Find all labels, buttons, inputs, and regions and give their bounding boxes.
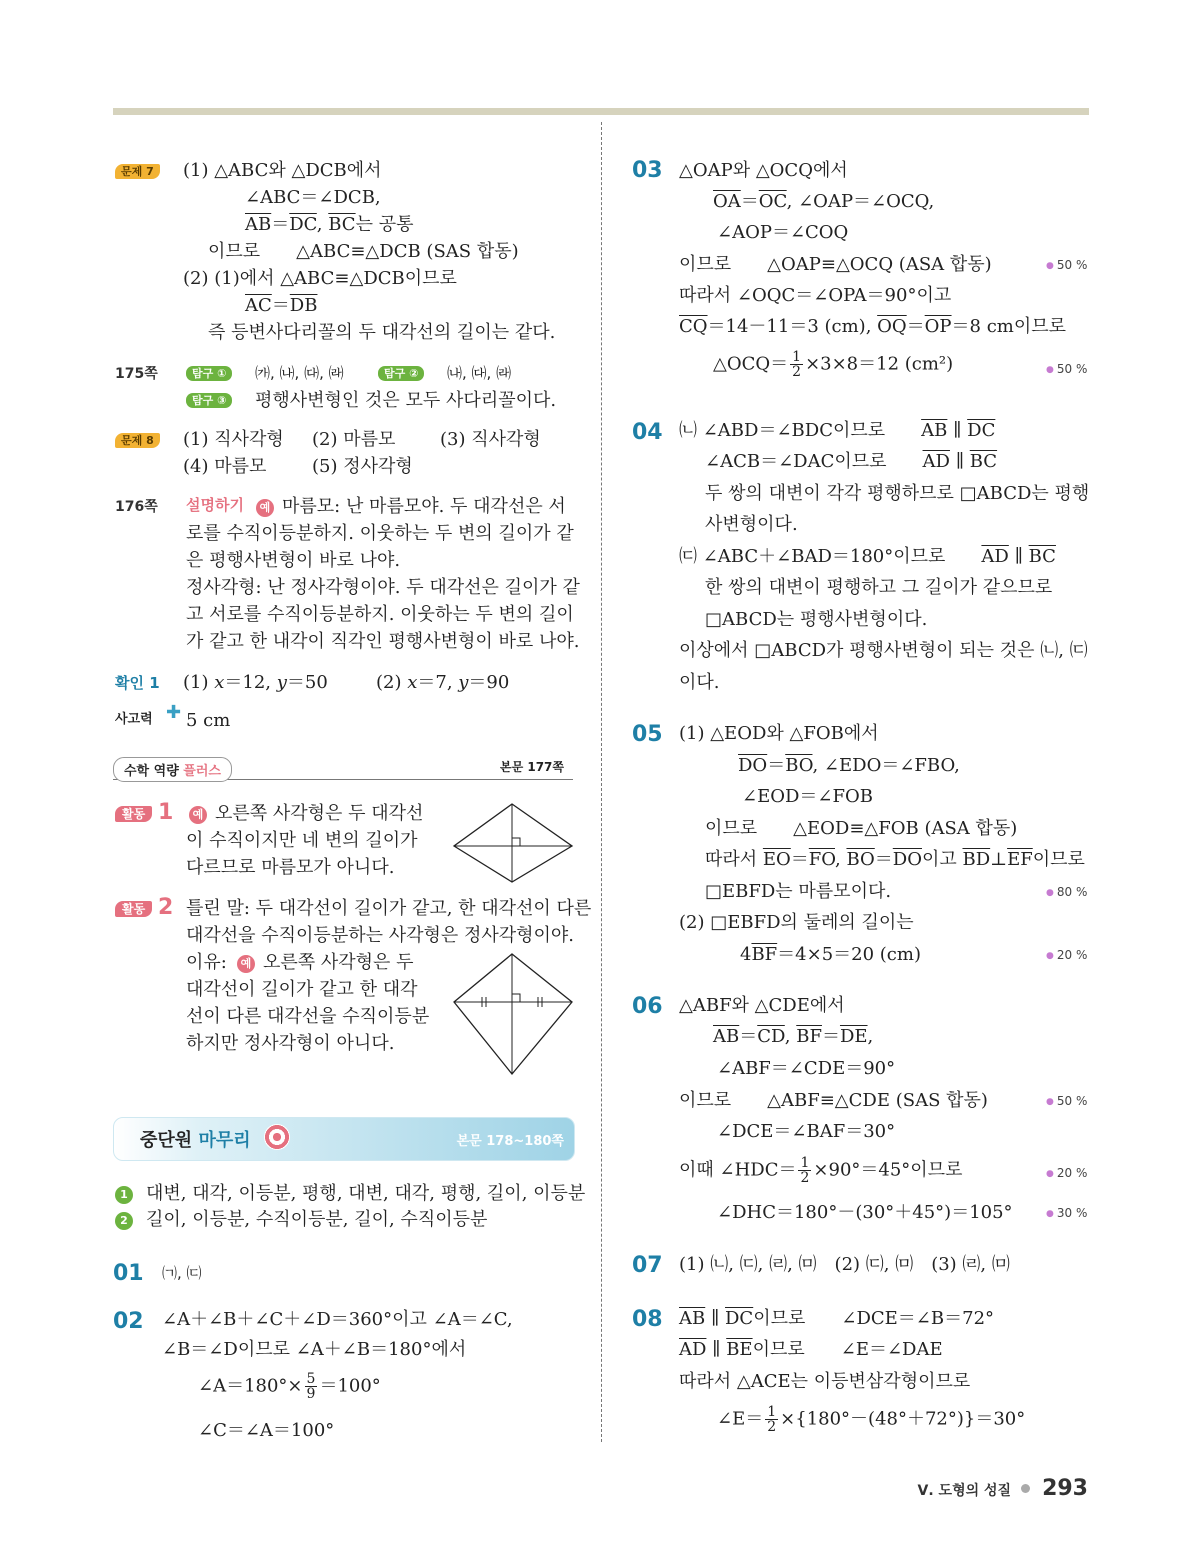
prob8-item: (3) 직사각형 [440,429,541,450]
q06-line: $\overline{AB}=\overline{CD}$, $\overline{BF}=\overline{DE}$, [713,1026,874,1047]
prob8-item: (1) 직사각형 [183,429,284,450]
p176-line: 정사각형: 난 정사각형이야. 두 대각선은 길이가 같 [186,577,580,598]
chapter-review-page-ref: 본문 178~180쪽 [456,1134,564,1149]
q03-line: △OCQ＝ $\frac{1}{2}$ ×3×8＝12 (cm²) [713,349,954,380]
q08-line: 따라서 △ACE는 이등변삼각형이므로 [679,1371,971,1392]
q05-line: 따라서 $\overline{EO}=\overline{FO}$, $\overline{BO}=\overline{DO}$이고 $\overline{BD}\perp\overline{EF}$이므로 [705,849,1085,870]
question-07-number: 07 [632,1253,663,1278]
p176-line: 은 평행사변형이 바로 나야. [186,550,401,571]
column-divider [601,122,602,1442]
score-percent: ● 50 % [1046,1094,1087,1109]
activity-2-line: 틀린 말: 두 대각선이 길이가 같고, 한 대각선이 다른 [186,898,592,919]
activity-2-tag: 활동 [115,901,152,917]
q03-line: 따라서 ∠OQC＝∠OPA＝90°이고 [679,285,952,306]
explore-2-answer: ㈏, ㈐, ㈑ [447,364,512,382]
math-competency-plus-title: 수학 역량 플러스 [113,757,232,782]
q04-line: 이다. [679,672,720,693]
plus-icon: ✚ [166,702,182,723]
question-02-number: 02 [113,1309,144,1334]
prob7-line: ∠ABC＝∠DCB, [245,187,381,208]
score-percent: ● 50 % [1046,362,1087,377]
example-badge: 예 [237,955,255,973]
page-175-label: 175쪽 [115,366,158,382]
question-08-number: 08 [632,1307,663,1332]
q02-line: ∠A＝180°× $\frac{5}{9}$ ＝100° [198,1371,381,1402]
activity-1-line: 다르므로 마름모가 아니다. [186,857,395,878]
q05-line: $\overline{DO}=\overline{BO}$, ∠EDO＝∠FBO, [738,755,960,776]
summary-1-text: 대변, 대각, 이등분, 평행, 대변, 대각, 평행, 길이, 이등분 [146,1183,586,1204]
page-footer [918,1476,1088,1501]
score-percent: ● 20 % [1046,1166,1087,1181]
p176-line: 로를 수직이등분하지. 이웃하는 두 변의 길이가 같 [186,523,574,544]
question-07-answer: (1) ㈁, ㈂, ㈃, ㈄ (2) ㈂, ㈄ (3) ㈃, ㈄ [679,1254,1010,1275]
q04-line: 두 쌍의 대변이 각각 평행하므로 □ABCD는 평행 [705,483,1090,504]
top-rule [113,108,1089,115]
question-01-number: 01 [113,1261,144,1286]
q04-line: ㈁ ∠ABD＝∠BDC이므로 $\overline{AB}$ ∥ $\overline{DC}$ [679,420,996,441]
quadrilateral-diagram [450,950,576,1078]
q04-line: ∠ACB＝∠DAC이므로 $\overline{AD}$ ∥ $\overline{BC}$ [705,451,998,472]
score-percent: ● 20 % [1046,948,1087,963]
score-percent: ● 50 % [1046,258,1087,273]
q04-line: ㈂ ∠ABC＋∠BAD＝180°이므로 $\overline{AD}$ ∥ $\overline{BC}$ [679,546,1056,567]
thinking-label: 사고력 [115,712,153,727]
activity-2-number: 2 [158,895,174,920]
activity-1-tag: 활동 [115,806,152,822]
activity-2-line: 선이 다른 대각선을 수직이등분 [186,1006,430,1027]
q04-line: 이상에서 □ABCD가 평행사변형이 되는 것은 ㈁, ㈂ [679,640,1088,661]
activity-2-line: 오른쪽 사각형은 두 [263,952,414,973]
q06-line: ∠DHC＝180°－(30°＋45°)＝105° [717,1202,1013,1223]
score-percent: ● 80 % [1046,885,1087,900]
p176-line: 마름모: 난 마름모야. 두 대각선은 서 [282,496,566,517]
q05-line: ∠EOD＝∠FOB [742,786,873,807]
question-03-number: 03 [632,158,663,183]
chapter-review-header [113,1117,575,1161]
summary-2-text: 길이, 이등분, 수직이등분, 길이, 수직이등분 [146,1209,488,1230]
q03-line: 이므로 △OAP≡△OCQ (ASA 합동) [679,254,992,275]
q06-line: ∠ABF＝∠CDE＝90° [717,1058,896,1079]
activity-1-line: 오른쪽 사각형은 두 대각선 [215,803,424,824]
q04-line: 사변형이다. [705,514,798,535]
section-title: Ⅴ. 도형의 성질 [917,1483,1012,1499]
activity-1-number: 1 [158,800,174,825]
explore-1-answer: ㈎, ㈏, ㈐, ㈑ [255,364,344,382]
q05-line: (2) □EBFD의 둘레의 길이는 [679,912,914,933]
prob8-item: (5) 정사각형 [312,456,413,477]
example-badge: 예 [256,499,274,517]
activity-2-line: 이유: [186,952,227,973]
explore-2-tag: 탐구 ② [378,366,424,381]
thinking-answer: 5 cm [186,710,231,731]
q02-line: ∠B＝∠D이므로 ∠A＋∠B＝180°에서 [162,1339,467,1360]
explore-1-tag: 탐구 ① [186,366,232,381]
p176-line: 가 같고 한 내각이 직각인 평행사변형이 바로 나야. [186,631,580,652]
q05-line: $4\overline{BF}=4\times 5=20$ (cm) [740,944,921,965]
problem-7-tag: 문제 7 [115,164,160,179]
question-06-number: 06 [632,994,663,1019]
q03-line: ∠AOP＝∠COQ [717,222,849,243]
target-icon [264,1124,290,1150]
check-answer-1: (1) 𝑥＝12, 𝑦＝50 [183,672,328,693]
q05-line: 이므로 △EOD≡△FOB (ASA 합동) [705,818,1018,839]
q03-line: △OAP와 △OCQ에서 [679,160,848,181]
prob8-item: (4) 마름모 [183,456,267,477]
kite-diagram [450,800,576,886]
q06-line: 이때 ∠HDC＝ $\frac{1}{2}$ ×90°＝45°이므로 [679,1155,963,1186]
question-01-answer: ㈀, ㈂ [162,1264,202,1282]
prob7-line: 이므로 △ABC≡△DCB (SAS 합동) [208,241,519,262]
explore-3-answer: 평행사변형인 것은 모두 사다리꼴이다. [255,390,557,411]
chapter-review-title: 중단원 마무리 [140,1130,251,1151]
q05-line: (1) △EOD와 △FOB에서 [679,723,879,744]
q06-line: ∠DCE＝∠BAF＝30° [717,1121,896,1142]
activity-2-line: 대각선을 수직이등분하는 사각형은 정사각형이야. [186,925,575,946]
score-percent: ● 30 % [1046,1206,1087,1221]
q06-line: △ABF와 △CDE에서 [679,995,845,1016]
q03-line: $\overline{CQ}=14-11=3$ (cm), $\overline{OQ}=\overline{OP}=8$ cm이므로 [679,316,1067,337]
prob7-line: 즉 등변사다리꼴의 두 대각선의 길이는 같다. [208,322,556,343]
problem-8-tag: 문제 8 [115,433,160,448]
summary-2-badge: 2 [115,1212,133,1230]
activity-2-line: 대각선이 길이가 같고 한 대각 [186,979,418,1000]
explore-3-tag: 탐구 ③ [186,393,232,408]
prob7-line: (2) (1)에서 △ABC≡△DCB이므로 [183,268,457,289]
footer-dot [1021,1484,1030,1493]
check-label: 확인 1 [115,674,160,692]
p176-line: 고 서로를 수직이등분하지. 이웃하는 두 변의 길이 [186,604,574,625]
prob7-line: (1) △ABC와 △DCB에서 [183,160,382,181]
summary-1-badge: 1 [115,1186,133,1204]
q05-line: □EBFD는 마름모이다. [705,881,892,902]
q04-line: □ABCD는 평행사변형이다. [705,609,928,630]
q03-line: $\overline{OA}=\overline{OC}$, ∠OAP＝∠OCQ, [713,191,935,212]
page-176-label: 176쪽 [115,499,158,515]
plus-page-ref: 본문 177쪽 [500,760,565,774]
q02-line: ∠C＝∠A＝100° [198,1420,335,1441]
q02-line: ∠A＋∠B＋∠C＋∠D＝360°이고 ∠A＝∠C, [162,1309,513,1330]
prob7-line: $\overline{AC}=\overline{DB}$ [245,295,318,316]
q06-line: 이므로 △ABF≡△CDE (SAS 합동) [679,1090,988,1111]
q04-line: 한 쌍의 대변이 평행하고 그 길이가 같으므로 [705,577,1053,598]
q08-line: $\overline{AB}$ ∥ $\overline{DC}$이므로 ∠DCE＝∠B＝72° [679,1308,995,1329]
q08-line: $\overline{AD}$ ∥ $\overline{BE}$이므로 ∠E＝∠DAE [679,1339,943,1360]
check-answer-2: (2) 𝑥＝7, 𝑦＝90 [376,672,510,693]
prob7-line: $\overline{AB}=\overline{DC}$, $\overline{BC}$는 공통 [245,214,414,235]
example-badge: 예 [189,806,207,824]
prob8-item: (2) 마름모 [312,429,396,450]
question-04-number: 04 [632,420,663,445]
page-number: 293 [1042,1476,1088,1501]
question-05-number: 05 [632,722,663,747]
explain-heading: 설명하기 [186,496,244,514]
activity-1-line: 이 수직이지만 네 변의 길이가 [186,830,418,851]
q08-line: ∠E＝ $\frac{1}{2}$ ×{180°－(48°＋72°)}＝30° [717,1404,1026,1435]
activity-2-line: 하지만 정사각형이 아니다. [186,1033,395,1054]
